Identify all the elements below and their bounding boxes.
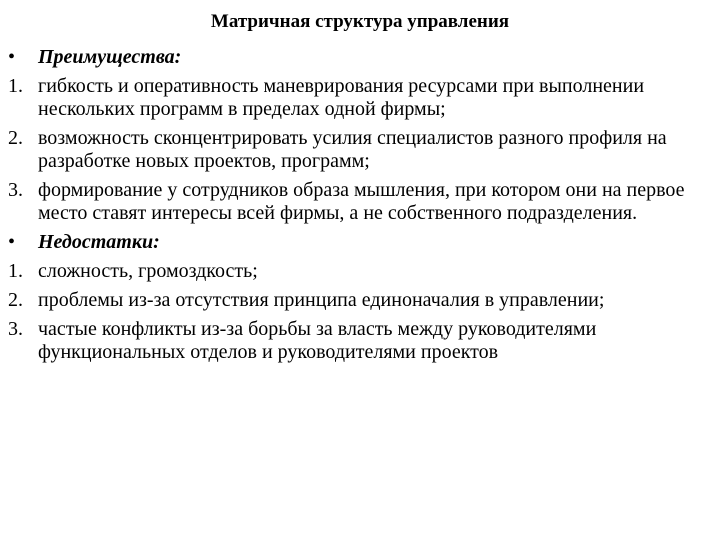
list-item	[8, 75, 698, 121]
item-number: 2.	[8, 127, 23, 149]
item-number: 2.	[8, 289, 23, 311]
item-text: сложность, громоздкость;	[38, 260, 258, 282]
item-number: 1.	[8, 75, 23, 97]
bullet-marker: •	[8, 46, 16, 68]
disadvantages-heading	[8, 231, 698, 254]
list-item	[8, 318, 698, 364]
item-text: частые конфликты из-за борьбы за власть между руководителями функциональных отделов и руководителями проектов	[38, 318, 597, 363]
item-number: 3.	[8, 318, 23, 340]
heading-text: Недостатки:	[38, 231, 160, 253]
bullet-marker: •	[8, 231, 16, 253]
list-item	[8, 179, 698, 225]
heading-text: Преимущества:	[38, 46, 182, 68]
item-number: 1.	[8, 260, 23, 282]
item-number: 3.	[8, 179, 23, 201]
item-text: гибкость и оперативность маневрирования ресурсами при выполнении нескольких программ в пределах одной фирмы;	[38, 75, 645, 120]
item-text: формирование у сотрудников образа мышления, при котором они на первое место ставят интересы всей фирмы, а не собственного подразделения.	[38, 179, 685, 224]
list-item	[8, 127, 698, 173]
slide-title: Матричная структура управления	[210, 11, 510, 32]
list-item	[8, 289, 698, 312]
item-text: проблемы из-за отсутствия принципа единоначалия в управлении;	[38, 289, 605, 311]
content-list	[8, 46, 698, 370]
list-item	[8, 260, 698, 283]
item-text: возможность сконцентрировать усилия специалистов разного профиля на разработке новых проектов, программ;	[38, 127, 667, 172]
advantages-heading	[8, 46, 698, 69]
